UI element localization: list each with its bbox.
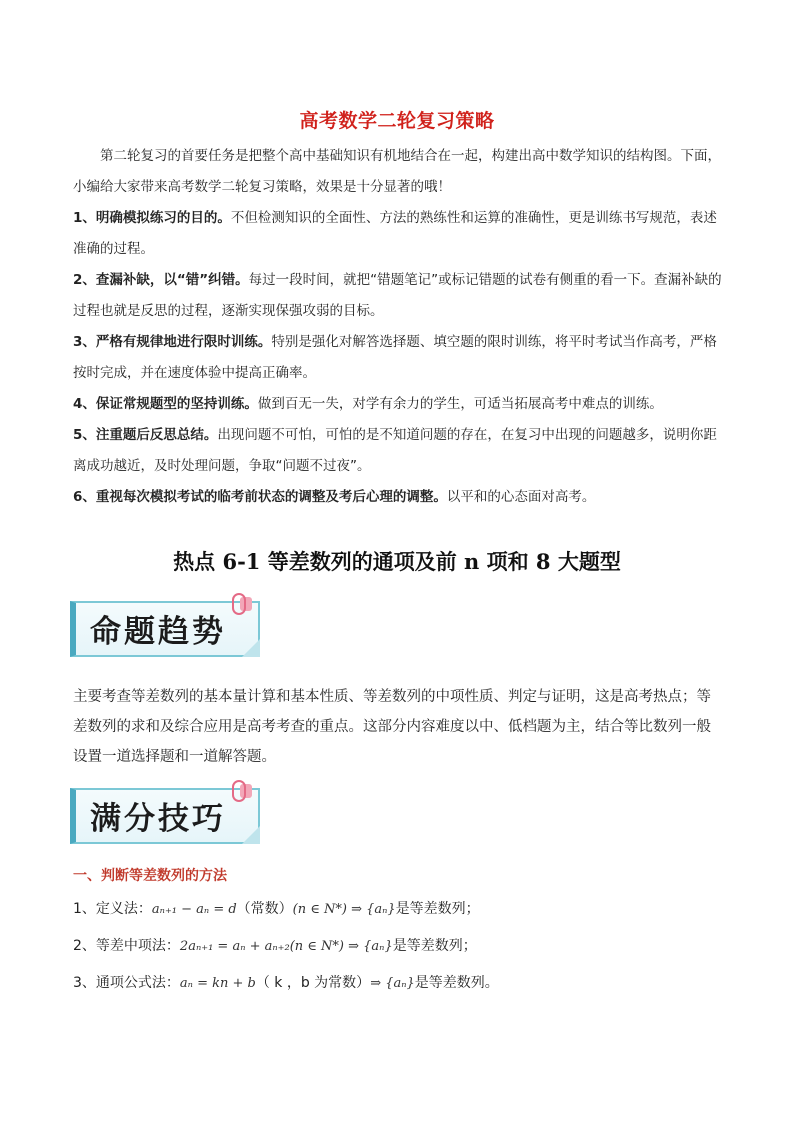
method-1: [73, 898, 480, 921]
strategy-item-1-text: 不但检测知识的全面性、方法的熟练性和运算的准确性，更是训练书写规范，表述准确的过程。: [73, 210, 717, 257]
banner-skills-label: 满分技巧: [90, 801, 226, 837]
strategy-item-3-lead: 3、严格有规律地进行限时训练。: [73, 334, 272, 350]
method-3-formula: aₙ = kn + b: [179, 976, 256, 991]
method-2: [73, 935, 477, 958]
banner-trend: [70, 593, 266, 665]
strategy-item-3: [73, 327, 723, 389]
strategy-item-3-text: 特别是强化对解答选择题、填空题的限时训练，将平时考试当作高考，严格按时完成，并在速度体验中提高正确率。: [73, 334, 717, 381]
method-1-prefix: 1、定义法：: [73, 901, 152, 917]
strategy-item-6: [73, 482, 723, 513]
strategy-item-6-text: 以平和的心态面对高考。: [446, 489, 596, 505]
strategy-item-6-lead: 6、重视每次模拟考试的临考前状态的调整及考后心理的调整。: [73, 489, 447, 505]
method-1-mid: （常数）: [236, 901, 293, 917]
method-3-mid: （ k ，b 为常数）: [255, 975, 371, 991]
strategy-item-2-lead: 2、查漏补缺，以“错”纠错。: [73, 272, 249, 288]
method-3-condition: ⇒ {aₙ}: [370, 976, 415, 991]
strategy-item-4: [73, 389, 723, 420]
method-2-condition: (n ∈ N*) ⇒ {aₙ}: [289, 939, 393, 954]
strategy-item-5: [73, 420, 723, 482]
method-3: [73, 972, 499, 995]
strategy-item-5-text: 出现问题不可怕，可怕的是不知道问题的存在，在复习中出现的问题越多，说明你距离成功越近，及时处理问题，争取“问题不过夜”。: [73, 427, 717, 474]
subheading: 一、判断等差数列的方法: [73, 868, 227, 884]
page-title: 高考数学二轮复习策略: [299, 110, 495, 132]
method-3-suffix: 是等差数列。: [414, 975, 499, 991]
method-1-suffix: 是等差数列；: [395, 901, 480, 917]
method-2-prefix: 2、等差中项法：: [73, 938, 180, 954]
method-1-condition: (n ∈ N*) ⇒ {aₙ}: [292, 902, 396, 917]
banner-skills: [70, 780, 266, 852]
strategy-item-2: [73, 265, 723, 327]
strategy-item-1-lead: 1、明确模拟练习的目的。: [73, 210, 231, 226]
section-title: 热点 6-1 等差数列的通项及前 n 项和 8 大题型: [173, 549, 621, 574]
trend-paragraph: 主要考查等差数列的基本量计算和基本性质、等差数列的中项性质、判定与证明，这是高考热点；等差数列的求和及综合应用是高考考查的重点。这部分内容难度以中、低档题为主，结合等比数列一般设置一道选择题和一道解答题。: [73, 689, 711, 765]
strategy-item-1: [73, 203, 723, 265]
strategy-item-4-lead: 4、保证常规题型的坚持训练。: [73, 396, 258, 412]
strategy-item-2-text: 每过一段时间，就把“错题笔记”或标记错题的试卷有侧重的看一下。查漏补缺的过程也就是反思的过程，逐渐实现保强攻弱的目标。: [73, 272, 722, 319]
intro-paragraph: 第二轮复习的首要任务是把整个高中基础知识有机地结合在一起，构建出高中数学知识的结构图。下面，小编给大家带来高考数学二轮复习策略，效果是十分显著的哦！: [73, 148, 721, 195]
method-1-formula: aₙ₊₁ − aₙ = d: [151, 902, 237, 917]
paperclip-icon: [232, 780, 246, 802]
method-2-formula: 2aₙ₊₁ = aₙ + aₙ₊₂: [179, 939, 290, 954]
method-3-prefix: 3、通项公式法：: [73, 975, 180, 991]
paperclip-icon: [232, 593, 246, 615]
banner-trend-label: 命题趋势: [90, 614, 226, 650]
strategy-item-4-text: 做到百无一失，对学有余力的学生，可适当拓展高考中难点的训练。: [257, 396, 663, 412]
method-2-suffix: 是等差数列；: [392, 938, 477, 954]
strategy-item-5-lead: 5、注重题后反思总结。: [73, 427, 218, 443]
